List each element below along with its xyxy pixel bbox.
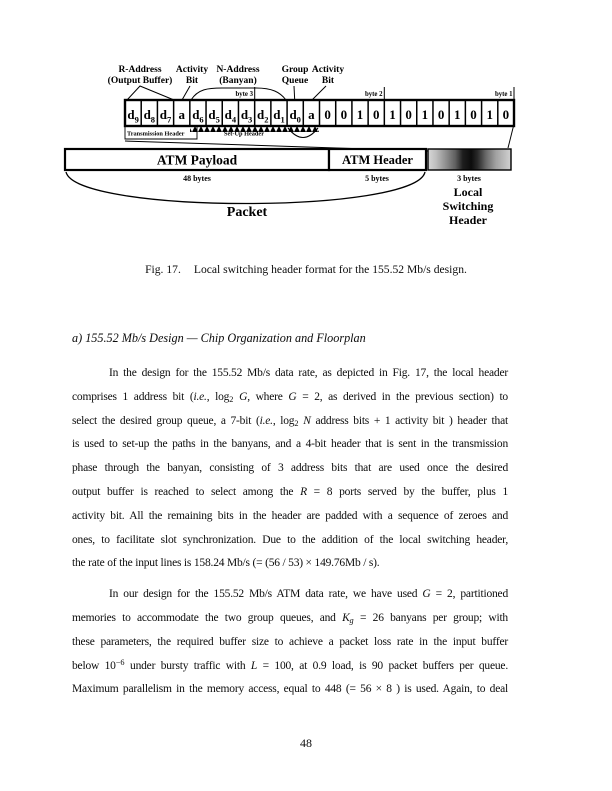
text-line: comprises 1 address bit (i.e., $\log_2 G$, where G = 2, as derived in the previous section) to <box>72 390 508 405</box>
bit-cell-value: 0 <box>502 107 510 122</box>
label-connector-lines <box>127 86 326 100</box>
r-address-sublabel: (Output Buffer) <box>107 76 173 86</box>
bit-cell-value: a <box>308 107 315 122</box>
setup-header-label: Set-Up Header <box>223 130 265 138</box>
group-queue-sublabel: Queue <box>281 76 309 86</box>
text-line: these parameters, the required buffer size to achieve a packet loss rate in the input buffer <box>72 635 508 648</box>
bit-cell-value: 0 <box>372 107 380 122</box>
atm-header-label: ATM Header <box>342 153 413 167</box>
payload-size-label: 48 bytes <box>183 174 211 183</box>
bit-cell-value: $d_4$ <box>224 107 237 125</box>
transmission-header-label: Transmission Header <box>127 130 185 138</box>
activity-pointer-1 <box>182 86 190 100</box>
bit-cell-value: 1 <box>454 107 461 122</box>
figure-17-diagram <box>0 0 612 245</box>
bit-cell-value: 0 <box>405 107 412 122</box>
paragraph <box>72 583 508 702</box>
bit-cell-value: a <box>178 107 185 122</box>
bit-cell-value: $d_6$ <box>192 107 204 125</box>
activity-bit-sublabel-2: Bit <box>321 76 335 86</box>
text-line: In our design for the 155.52 Mb/s ATM data rate, we have used G = 2, partitioned <box>109 588 508 601</box>
bit-cell-value: $d_2$ <box>257 107 269 125</box>
bit-cell-value: 0 <box>324 107 331 122</box>
n-address-label: N-Address <box>216 65 260 75</box>
bit-cell-value: 1 <box>486 107 493 122</box>
text-line: Maximum parallelism in the memory access, equal to 448 (= 56 × 8 ) is used. Again, to deal <box>72 683 508 696</box>
section-heading: a) 155.52 Mb/s Design — Chip Organization and Floorplan <box>72 331 366 345</box>
text-line: is used to set-up the paths in the banyans, and a 4-bit header that is sent in the transmission <box>72 438 508 451</box>
text-line: output buffer is reached to select among the R = 8 ports served by the buffer, plus 1 <box>72 485 508 498</box>
text-line: memories to accommodate the two group queues, and $K_g = 26$ banyans per group; with <box>72 611 508 626</box>
r-address-label: R-Address <box>118 65 162 75</box>
local-switching-header-box <box>428 149 511 170</box>
bit-cell-value: $d_0$ <box>289 107 301 125</box>
byte-markers <box>235 87 514 100</box>
bit-cell-value: $d_9$ <box>127 107 139 125</box>
figure-caption-number: Fig. 17. <box>145 263 181 276</box>
lsh-size-label: 3 bytes <box>457 174 481 183</box>
bit-cell-value: 0 <box>470 107 477 122</box>
activity-bit-label-2: Activity <box>311 65 345 75</box>
bit-cell-value: $d_1$ <box>273 107 285 125</box>
bit-cell-value: $d_7$ <box>159 107 172 125</box>
activity-bit-sublabel-1: Bit <box>185 76 199 86</box>
bit-cell-value: 1 <box>356 107 364 122</box>
packet-label: Packet <box>226 205 268 220</box>
text-line: In the design for the 155.52 Mb/s data rate, as depicted in Fig. 17, the local header <box>109 367 508 379</box>
figure-caption-text: Local switching header format for the 155.52 Mb/s design. <box>193 263 467 276</box>
atm-payload-label: ATM Payload <box>156 152 238 168</box>
group-queue-label: Group <box>281 65 309 75</box>
bit-cell-value: 0 <box>437 107 445 122</box>
bit-cell-value: 1 <box>421 107 429 122</box>
figure-caption <box>0 263 612 276</box>
n-address-sublabel: (Banyan) <box>219 76 257 86</box>
bit-cell-value: $d_8$ <box>143 107 156 125</box>
group-queue-pointer <box>294 86 295 100</box>
body-text <box>72 362 508 702</box>
text-line: below $10^{-6}$ under bursty traffic with L = 100, at 0.9 load, is 90 packet buffers per queue. <box>72 658 508 672</box>
bit-field-labels <box>108 65 345 86</box>
bit-cell-value: $d_3$ <box>240 107 253 125</box>
activity-pointer-2 <box>312 86 326 100</box>
byte2-label: byte 2 <box>364 91 383 98</box>
local-switching-header-label <box>443 185 494 227</box>
text-line: activity bit. All the remaining bits in the header are padded with a sequence of zeroes and <box>72 509 508 522</box>
bit-cell-value: 0 <box>340 107 348 122</box>
page-number: 48 <box>300 736 312 750</box>
lsh-line-3: Header <box>449 213 487 227</box>
text-line: select the desired group queue, a 7-bit (i.e., $\log_2 N$ address bits + 1 activity bit ) header that <box>72 414 508 428</box>
text-line: the rate of the input lines is 158.24 Mb/s (= (56 / 53) × 149.76Mb / s). <box>72 557 380 570</box>
lsh-line-1: Local <box>453 185 483 199</box>
paragraph <box>72 362 508 576</box>
text-line: phase through the banyan, consisting of 3 address bits that are used once the desired <box>72 462 508 475</box>
lsh-line-2: Switching <box>442 199 494 213</box>
bit-cell-value: 1 <box>389 107 396 122</box>
r-address-pointer <box>127 86 174 100</box>
byte3-label: byte 3 <box>235 91 253 98</box>
activity-bit-label-1: Activity <box>175 65 209 75</box>
header-size-label: 5 bytes <box>365 174 389 183</box>
expansion-line-right <box>508 126 514 148</box>
text-line: ones, to facilitate slot synchronization. Due to the addition of the local switching header, <box>72 533 508 546</box>
bit-cell-value: $d_5$ <box>208 107 220 125</box>
byte1-label: byte 1 <box>494 91 513 98</box>
bit-field-row <box>127 100 509 126</box>
